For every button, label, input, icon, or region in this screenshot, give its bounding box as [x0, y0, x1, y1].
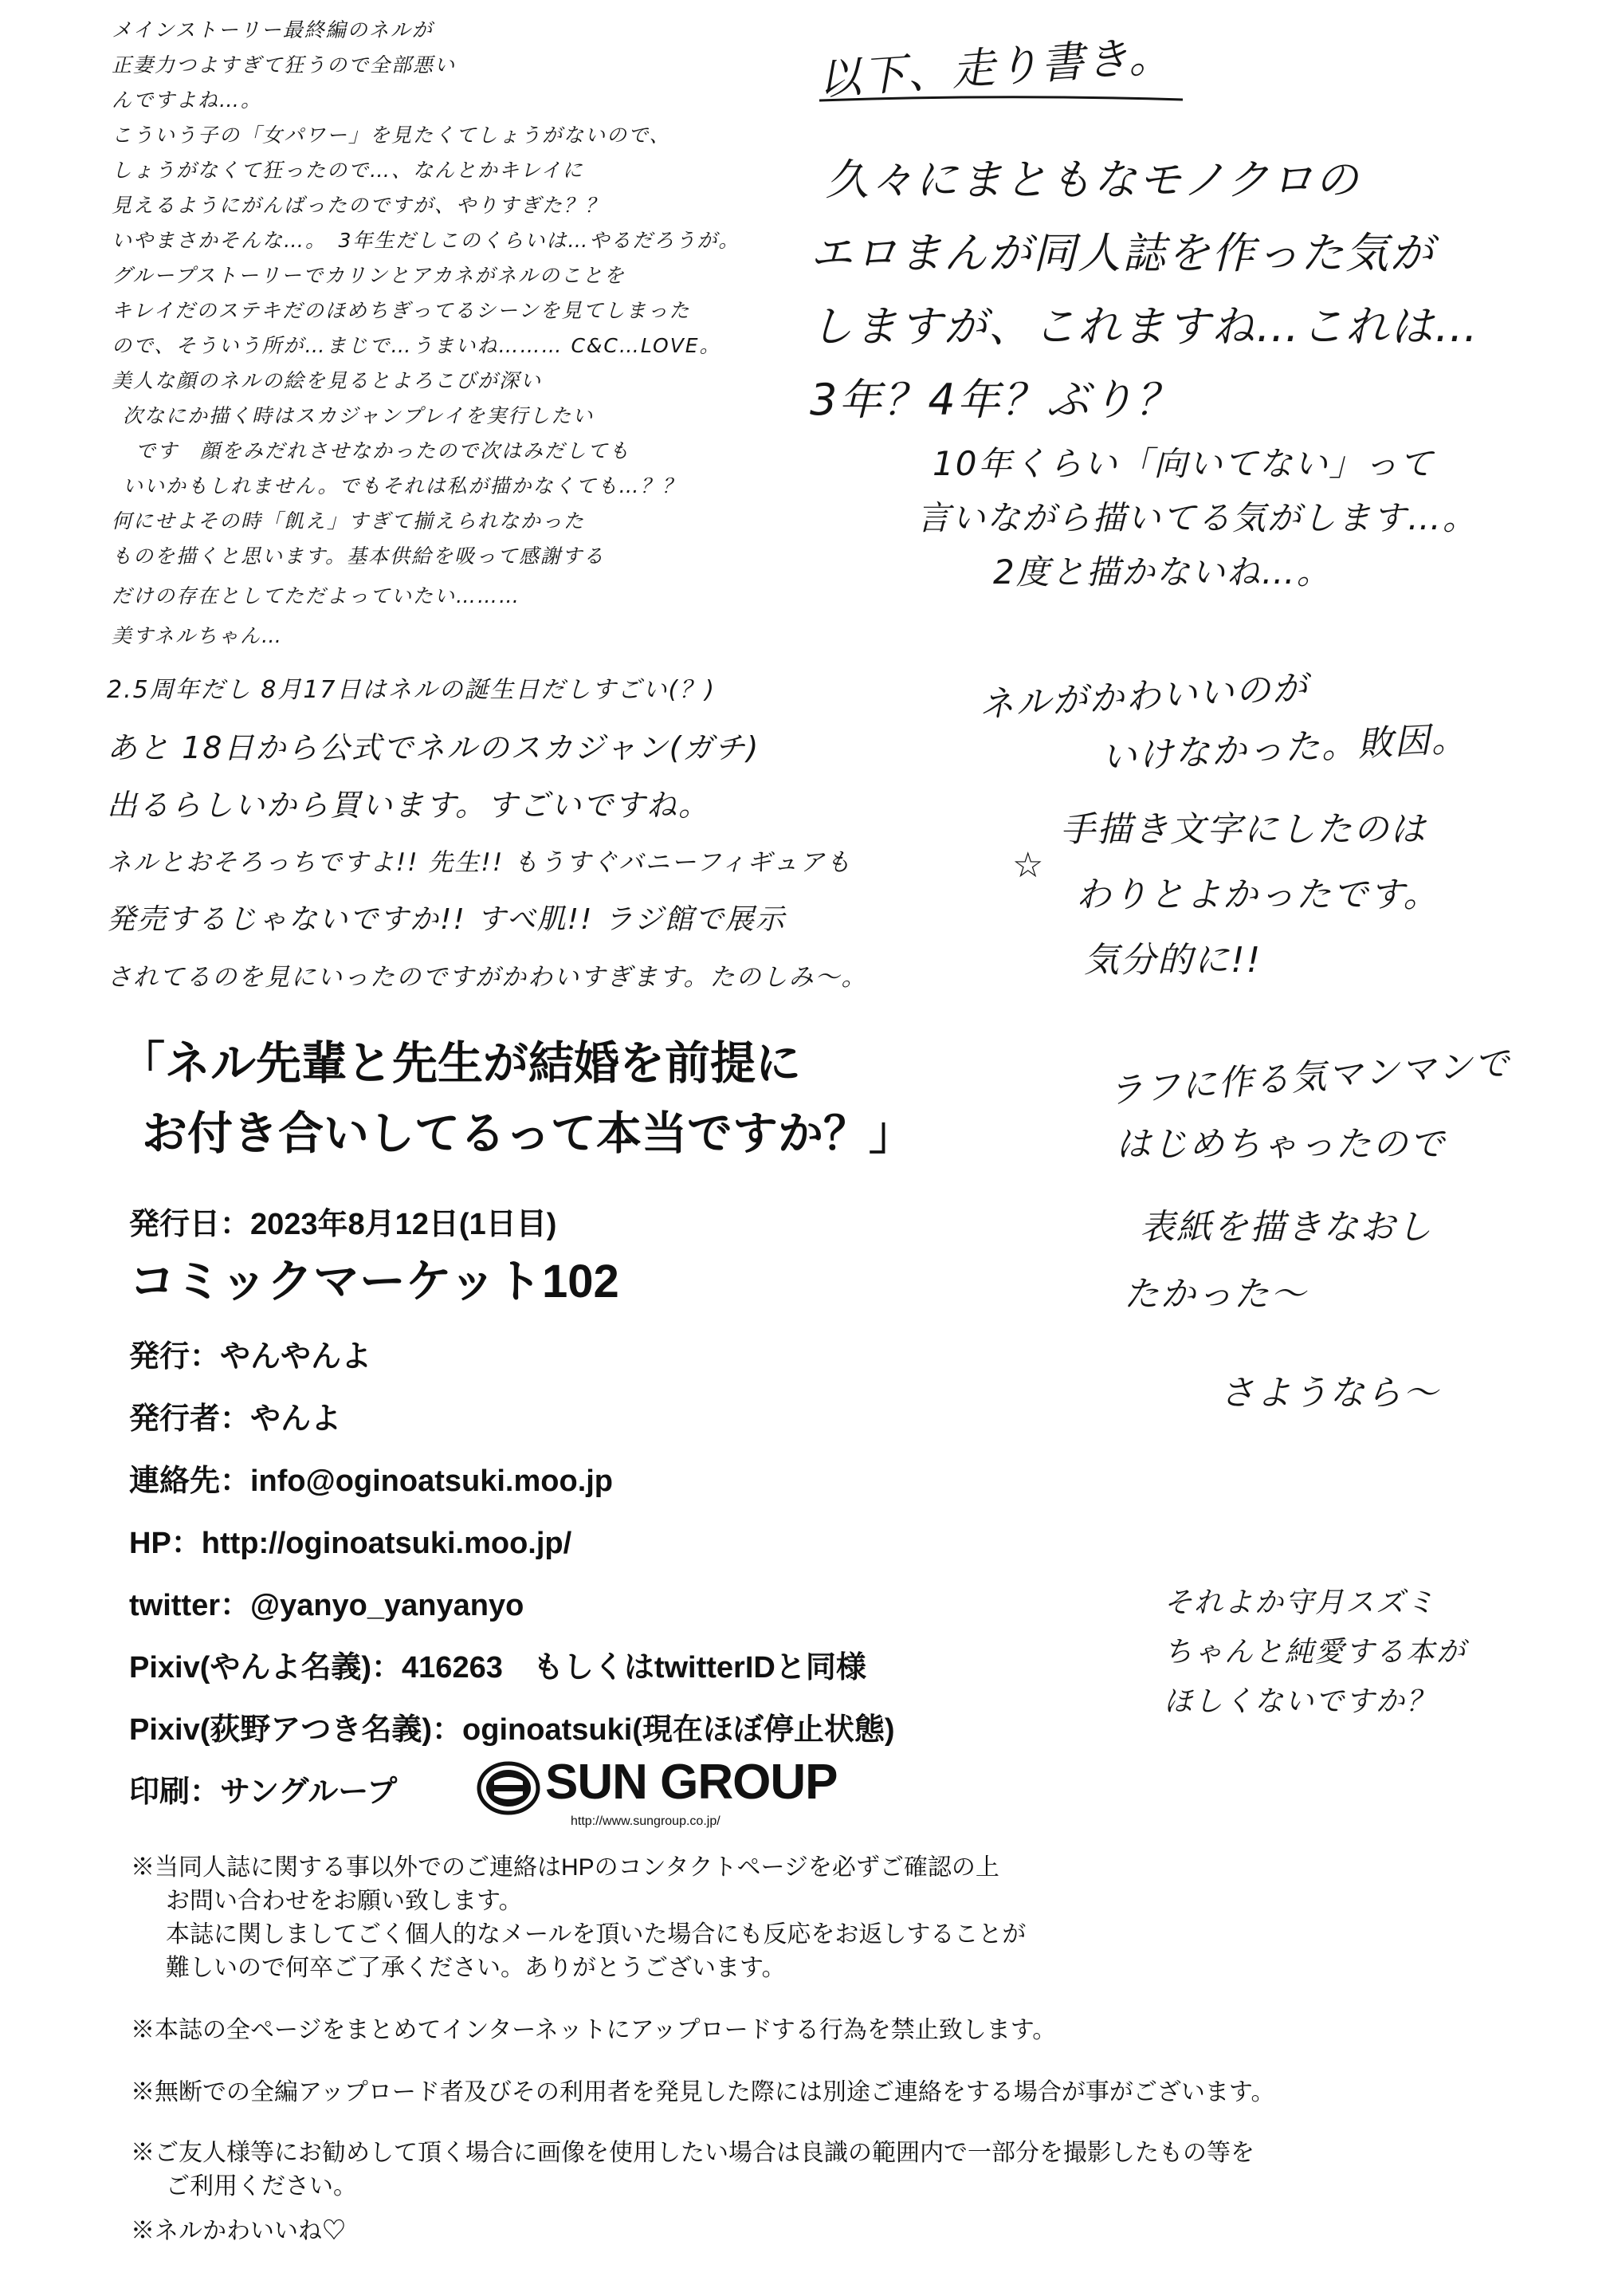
handwritten-cause-block	[978, 651, 1470, 794]
note-upload: ※本誌の全ページをまとめてインターネットにアップロードする行為を禁止致します。	[131, 2017, 1057, 2043]
handwritten-line: メインストーリー最終編のネルが	[112, 18, 434, 41]
handwritten-line: です 顔をみだれさせなかったので次はみだしても	[135, 439, 631, 462]
handwritten-line: 出るらしいから買います。すごいですね。	[107, 788, 710, 823]
book-title-line-1: 「ネル先輩と先生が結婚を前提に	[120, 1038, 801, 1089]
note-sharing	[131, 2137, 1255, 2204]
event-name: コミックマーケット102	[129, 1256, 619, 1307]
colophon-pixiv-oginoatsuki: Pixiv(荻野アつき名義)：oginoatsuki(現在ほぼ停止状態)	[129, 1713, 895, 1747]
handwritten-line: ラフに作る気マンマンで	[1106, 1043, 1513, 1112]
handwritten-line: 2.5周年だし 8月17日はネルの誕生日だしすごい(？)	[107, 676, 716, 704]
handwritten-line: それよか守月スズミ	[1164, 1586, 1437, 1619]
colophon-homepage: HP：http://oginoatsuki.moo.jp/	[129, 1527, 572, 1560]
handwritten-line: あと 18日から公式でネルのスカジャン(ガチ)	[107, 730, 760, 765]
handwritten-line: ほしくないですか？	[1164, 1685, 1437, 1718]
handwritten-line: されてるのを見にいったのですがかわいすぎます。たのしみ〜。	[107, 963, 868, 992]
handwritten-line: んですよね…。	[112, 88, 263, 112]
handwritten-line: わりとよかったです。	[1076, 875, 1440, 915]
note-line: お問い合わせをお願い致します。	[166, 1888, 523, 1914]
handwritten-line: ものを描くと思います。基本供給を吸って感謝する	[112, 545, 606, 568]
handwritten-anniversary-block	[107, 662, 868, 1006]
handwritten-line: グループストーリーでカリンとアカネがネルのことを	[112, 264, 626, 287]
handwritten-line: 次なにか描く時はスカジャンプレイを実行したい	[123, 404, 595, 427]
sun-group-logo-icon	[477, 1760, 540, 1816]
handwritten-ten-years-block	[917, 437, 1478, 600]
handwritten-line: 美人な顔のネルの絵を見るとよろこびが深い	[112, 369, 543, 392]
book-title-line-2: お付き合いしてるって本当ですか？」	[142, 1108, 914, 1159]
book-title	[120, 1028, 914, 1169]
handwritten-line: ので、そういう所が…まじで…うまいね……… C&C…LOVE。	[112, 334, 721, 357]
colophon-publisher: 発行：やんやんよ	[129, 1340, 372, 1374]
handwritten-line: ネルとおそろっちですよ!! 先生!! もうすぐバニーフィギュアも	[107, 848, 853, 877]
handwritten-line: ちゃんと純愛する本が	[1164, 1636, 1467, 1669]
handwritten-line: 言いながら描いてる気がします…。	[917, 498, 1478, 537]
handwritten-line: いやまさかそんな…。 3年生だしこのくらいは…やるだろうが。	[112, 229, 740, 252]
handwritten-line: しますが、これますね…これは…	[810, 301, 1479, 352]
sun-group-logo-text: SUN GROUP	[545, 1755, 838, 1810]
handwritten-line: 表紙を描きなおし	[1140, 1207, 1433, 1248]
handwritten-line: 久々にまともなモノクロの	[826, 155, 1360, 205]
note-line: 難しいので何卒ご了承ください。ありがとうございます。	[166, 1955, 786, 1981]
handwritten-line: 3年？4年？ぶり？	[810, 375, 1180, 425]
handwritten-notes-top-left	[112, 13, 740, 654]
note-unauthorized: ※無断での全編アップロード者及びその利用者を発見した際には別途ご連絡をする場合が事がございます。	[131, 2079, 1275, 2105]
colophon-author: 発行者：やんよ	[129, 1402, 342, 1436]
handwritten-line: 2度と描かないね…。	[993, 552, 1332, 592]
note-line: ※当同人誌に関する事以外でのご連絡はHPのコンタクトページを必ずご確認の上	[131, 1854, 999, 1881]
note-contact	[131, 1851, 1026, 1985]
handwritten-line: 気分的に!!	[1084, 940, 1262, 981]
handwritten-line: しょうがなくて狂ったので…、なんとかキレイに	[112, 159, 584, 182]
handwritten-suzumi-block	[1164, 1578, 1467, 1727]
handwritten-line: ネルがかわいいのが	[978, 667, 1310, 725]
colophon-pixiv-yanyo: Pixiv(やんよ名義)：416263 もしくはtwitterIDと同様	[129, 1651, 866, 1685]
handwritten-line: 手描き文字にしたのは	[1060, 809, 1427, 850]
handwritten-line: エロまんが同人誌を作った気が	[810, 228, 1435, 278]
colophon-twitter: twitter：@yanyo_yanyanyo	[129, 1589, 524, 1622]
handwritten-line: いいかもしれません。でもそれは私が描かなくても…？？	[123, 474, 684, 497]
handwritten-letters-block	[1060, 797, 1439, 993]
handwritten-line: 何にせよその時「飢え」すぎて揃えられなかった	[112, 509, 586, 533]
handwritten-rough-block	[1108, 1044, 1511, 1427]
handwritten-line: はじめちゃったので	[1116, 1124, 1446, 1165]
handwritten-line: 発売するじゃないですか!! すべ肌!! ラジ館で展示	[107, 903, 786, 936]
handwritten-line: さようなら〜	[1219, 1373, 1439, 1413]
handwritten-line: 見えるようにがんばったのですが、やりすぎた？？	[112, 194, 607, 217]
handwritten-line: 正妻力つよすぎて狂うので全部悪い	[112, 53, 457, 77]
note-closing: ※ネルかわいいね♡	[131, 2218, 346, 2244]
note-line: ※ご友人様等にお勧めして頂く場合に画像を使用したい場合は良識の範囲内で一部分を撮影したもの等を	[131, 2140, 1255, 2166]
handwritten-line: いけなかった。敗因。	[1100, 718, 1469, 779]
colophon-contact: 連絡先：info@oginoatsuki.moo.jp	[129, 1464, 614, 1498]
sun-group-logo-url: http://www.sungroup.co.jp/	[571, 1814, 721, 1828]
handwritten-monochrome-block	[810, 144, 1479, 437]
handwritten-line: 10年くらい「向いてない」って	[933, 444, 1435, 483]
handwritten-heading: 以下、走り書き。	[816, 29, 1175, 105]
note-line: ご利用ください。	[166, 2173, 357, 2200]
publication-date: 発行日：2023年8月12日(1日目)	[129, 1208, 557, 1241]
handwritten-line: たかった〜	[1124, 1274, 1307, 1315]
heading-underline	[818, 96, 1184, 104]
handwritten-line: こういう子の「女パワー」を見たくてしょうがないので、	[112, 124, 671, 147]
handwritten-line: キレイだのステキだのほめちぎってるシーンを見てしまった	[112, 299, 691, 322]
star-icon: ☆	[1012, 845, 1044, 886]
note-line: 本誌に関しましてごく個人的なメールを頂いた場合にも反応をお返しすることが	[166, 1921, 1027, 1948]
handwritten-line: 美すネルちゃん…	[112, 624, 284, 647]
handwritten-line: だけの存在としてただよっていたい………	[112, 584, 521, 607]
printer-label: 印刷：サングループ	[129, 1775, 398, 1809]
